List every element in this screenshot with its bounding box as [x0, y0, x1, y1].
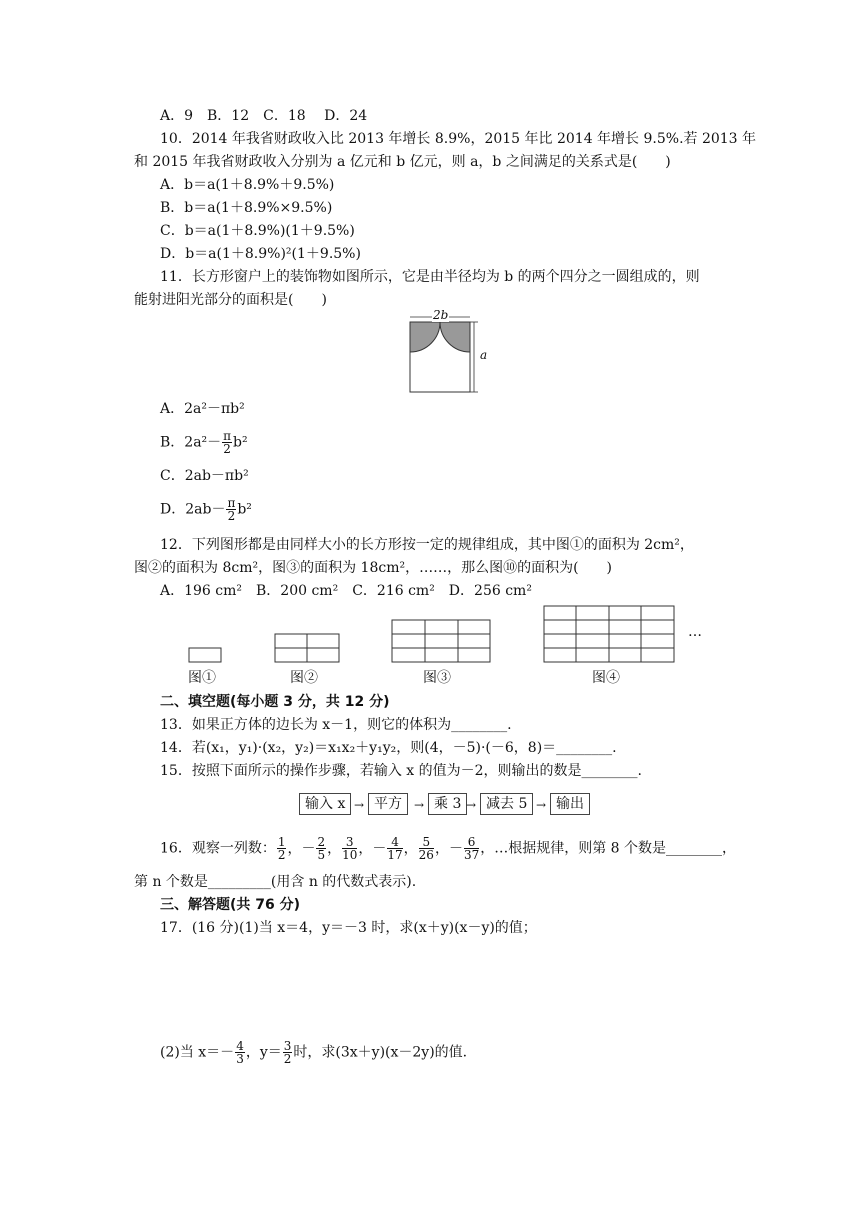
q11-option-a: A．2a²－πb²: [160, 401, 245, 417]
q17-part2: (2)当 x＝－ $\frac{4}{3}$ ，y＝ $\frac{3}{2}$ 时，求(3x＋y)(x－2y)的值.: [160, 1039, 468, 1066]
q12-fig1-label: 图①: [188, 670, 216, 686]
q9-options: A．9 B．12 C．18 D．24: [160, 108, 368, 124]
q16-line1: 16．观察一列数： $\frac{1}{2}$ ，－ $\frac{2}{5}$ ， $\frac{3}{10}$ ，－ $\frac{4}{17}$ ， $\frac{5}{26}$ ，－ $\frac{6}{37}$ ，…根据规律，则第 8 个数是________，: [160, 835, 737, 862]
q13: 13．如果正方体的边长为 x－1，则它的体积为________.: [160, 717, 512, 733]
arrow-right-icon: →: [536, 798, 547, 812]
q15-step-input: 输入 x: [299, 793, 351, 815]
q14: 14．若(x₁，y₁)·(x₂，y₂)＝x₁x₂＋y₁y₂，则(4，－5)·(－6，8)＝________.: [160, 740, 617, 756]
q11-option-d: D．2ab－ $\frac{\pi}{2}$ b²: [160, 496, 252, 523]
q11-d-fraction: $\frac{\pi}{2}$: [227, 496, 236, 523]
arrow-right-icon: →: [466, 798, 477, 812]
q11-b-fraction: $\frac{\pi}{2}$: [223, 429, 232, 456]
arrow-right-icon: →: [354, 798, 365, 812]
q10-option-a: A．b＝a(1＋8.9%＋9.5%): [160, 177, 335, 193]
q11-option-c: C．2ab－πb²: [160, 468, 249, 484]
section-3-heading: 三、解答题(共 76 分): [160, 897, 301, 913]
q12-fig2-label: 图②: [290, 670, 318, 686]
q16-fraction: $\frac{5}{26}$: [418, 835, 434, 862]
q17-part1: 17．(16 分)(1)当 x＝4，y＝－3 时，求(x＋y)(x－y)的值；: [160, 920, 537, 936]
q12-ellipsis: …: [688, 624, 702, 640]
q11-option-b: B．2a²－ $\frac{\pi}{2}$ b²: [160, 429, 248, 456]
q11-top-label: 2b: [433, 308, 449, 322]
q11-side-label: a: [480, 348, 488, 362]
q15-step-times3: 乘 3: [428, 793, 467, 815]
q10-option-d: D．b＝a(1＋8.9%)²(1＋9.5%): [160, 246, 361, 262]
q10-option-c: C．b＝a(1＋8.9%)(1＋9.5%): [160, 223, 355, 239]
q10-option-b: B．b＝a(1＋8.9%×9.5%): [160, 200, 333, 216]
q16-fraction: $\frac{4}{17}$: [387, 835, 403, 862]
q16-line2: 第 n 个数是_________(用含 n 的代数式表示).: [134, 874, 417, 890]
q17-x-fraction: $\frac{4}{3}$: [236, 1039, 244, 1066]
q16-fraction: $\frac{6}{37}$: [463, 835, 480, 862]
q15-step-minus5: 减去 5: [480, 793, 533, 815]
q12-grid-figures: [180, 604, 740, 666]
q12-fig4-label: 图④: [592, 670, 620, 686]
q10-line2: 和 2015 年我省财政收入分别为 a 亿元和 b 亿元，则 a，b 之间满足的关系式是( ): [134, 154, 671, 170]
q12-line2: 图②的面积为 8cm²，图③的面积为 18cm²，……，那么图⑩的面积为( ): [134, 560, 613, 576]
q11-line1: 11．长方形窗户上的装饰物如图所示，它是由半径均为 b 的两个四分之一圆组成的，则: [160, 269, 700, 285]
q15-step-square: 平方: [368, 793, 408, 815]
arrow-right-icon: →: [414, 798, 425, 812]
q16-fraction: $\frac{1}{2}$: [277, 835, 286, 862]
q17-y-fraction: $\frac{3}{2}$: [283, 1039, 292, 1066]
q12-fig3-label: 图③: [423, 670, 451, 686]
q16-fraction: $\frac{3}{10}$: [342, 835, 358, 862]
q11-line2: 能射进阳光部分的面积是( ): [134, 292, 327, 308]
q12-options: A．196 cm² B．200 cm² C．216 cm² D．256 cm²: [160, 583, 532, 599]
q11-window-figure: [404, 310, 494, 396]
q15-text: 15．按照下面所示的操作步骤，若输入 x 的值为－2，则输出的数是________.: [160, 763, 642, 779]
section-2-heading: 二、填空题(每小题 3 分，共 12 分): [160, 694, 390, 710]
q12-line1: 12．下列图形都是由同样大小的长方形按一定的规律组成，其中图①的面积为 2cm²，: [160, 537, 694, 553]
q16-fraction: $\frac{2}{5}$: [317, 835, 326, 862]
q15-step-output: 输出: [550, 793, 590, 815]
q10-line1: 10．2014 年我省财政收入比 2013 年增长 8.9%，2015 年比 2014 年增长 9.5%.若 2013 年: [160, 131, 757, 147]
